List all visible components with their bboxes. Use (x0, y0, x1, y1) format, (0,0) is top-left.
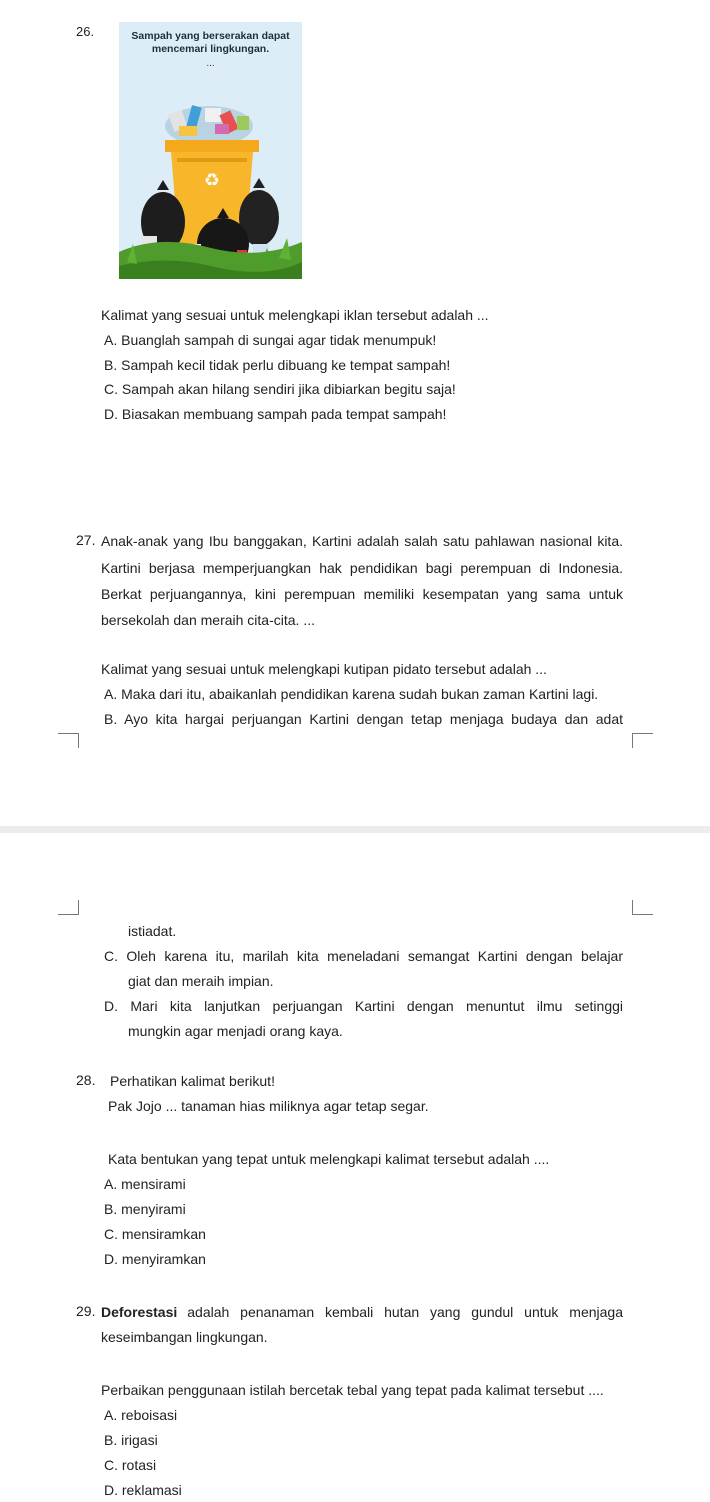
svg-text:♻: ♻ (203, 170, 221, 191)
q26-prompt: Kalimat yang sesuai untuk melengkapi iklan tersebut adalah ... (101, 307, 489, 323)
q28-option-c[interactable]: C. mensiramkan (104, 1226, 206, 1242)
q29-prompt: Perbaikan penggunaan istilah bercetak tebal yang tepat pada kalimat tersebut .... (101, 1382, 604, 1398)
q28-intro: Perhatikan kalimat berikut! (110, 1073, 275, 1089)
q26-option-d[interactable]: D. Biasakan membuang sampah pada tempat sampah! (104, 406, 447, 422)
illustration-trash-bin (119, 22, 302, 279)
q27-passage-line-3: Berkat perjuangannya, kini perempuan memiliki kesempatan yang sama untuk (101, 586, 623, 602)
q28-sentence: Pak Jojo ... tanaman hias miliknya agar tetap segar. (108, 1098, 429, 1114)
q27-passage-line-4: bersekolah dan meraih cita-cita. ... (101, 612, 315, 628)
q27-option-d[interactable]: D. Mari kita lanjutkan perjuangan Kartini dengan menuntut ilmu setinggi (104, 998, 623, 1014)
crop-mark-top-right (632, 733, 653, 748)
q29-option-a[interactable]: A. reboisasi (104, 1407, 178, 1423)
crop-mark-bottom-right (632, 900, 653, 915)
q26-option-b[interactable]: B. Sampah kecil tidak perlu dibuang ke tempat sampah! (104, 357, 451, 373)
q27-option-d-continued[interactable]: mungkin agar menjadi orang kaya. (128, 1023, 343, 1039)
q29-bold-term: Deforestasi (101, 1304, 178, 1320)
question-number-29: 29. (76, 1303, 96, 1319)
q27-option-c-continued[interactable]: giat dan meraih impian. (128, 973, 274, 989)
question-number-27: 27. (76, 532, 96, 548)
trash-bin-picture (119, 22, 302, 279)
q28-option-d[interactable]: D. menyiramkan (104, 1251, 206, 1267)
q27-option-b-continued[interactable]: istiadat. (128, 923, 177, 939)
q29-passage-line-1 (101, 1303, 623, 1321)
q27-option-a[interactable]: A. Maka dari itu, abaikanlah pendidikan karena sudah bukan zaman Kartini lagi. (104, 686, 599, 702)
q29-passage-line-2: keseimbangan lingkungan. (101, 1329, 268, 1345)
q29-option-b[interactable]: B. irigasi (104, 1432, 158, 1448)
caption-line-1: Sampah yang berserakan dapat (131, 30, 290, 42)
caption-line-2: mencemari lingkungan. (151, 43, 270, 55)
crop-mark-bottom-left (58, 900, 79, 915)
question-number-28: 28. (76, 1072, 96, 1088)
q27-passage-line-1: Anak-anak yang Ibu banggakan, Kartini adalah salah satu pahlawan nasional kita. (101, 533, 623, 549)
caption-ellipsis: ... (206, 58, 215, 69)
q29-passage-rest: adalah penanaman kembali hutan yang gundul untuk menjaga (187, 1304, 623, 1320)
q28-prompt: Kata bentukan yang tepat untuk melengkapi kalimat tersebut adalah .... (108, 1151, 550, 1167)
q26-option-c[interactable]: C. Sampah akan hilang sendiri jika dibiarkan begitu saja! (104, 381, 456, 397)
q26-option-a[interactable]: A. Buanglah sampah di sungai agar tidak menumpuk! (104, 332, 437, 348)
q27-prompt: Kalimat yang sesuai untuk melengkapi kutipan pidato tersebut adalah ... (101, 661, 547, 677)
q27-passage-line-2: Kartini berjasa memperjuangkan hak pendidikan bagi perempuan di Indonesia. (101, 560, 623, 576)
crop-mark-top-left (58, 733, 79, 748)
trash-pile (165, 105, 253, 146)
q27-option-b[interactable]: B. Ayo kita hargai perjuangan Kartini dengan tetap menjaga budaya dan adat (104, 711, 623, 727)
q29-option-d[interactable]: D. reklamasi (104, 1482, 182, 1498)
page-separator (0, 826, 710, 833)
q29-option-c[interactable]: C. rotasi (104, 1457, 157, 1473)
q27-option-c[interactable]: C. Oleh karena itu, marilah kita meneladani semangat Kartini dengan belajar (104, 948, 623, 964)
question-number-26: 26. (76, 24, 95, 39)
q28-option-a[interactable]: A. mensirami (104, 1176, 186, 1192)
q28-option-b[interactable]: B. menyirami (104, 1201, 186, 1217)
